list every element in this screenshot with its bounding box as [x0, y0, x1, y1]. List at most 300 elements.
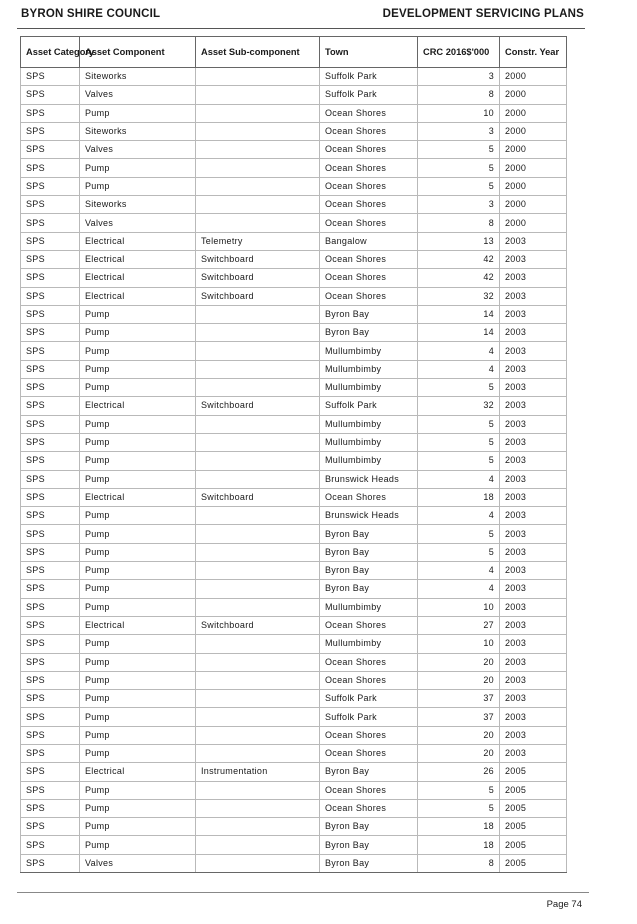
cell-crc: 10 [418, 104, 500, 122]
cell-town: Ocean Shores [320, 488, 418, 506]
table-row [21, 562, 567, 580]
cell-asset-sub-component [196, 342, 320, 360]
table-row [21, 653, 567, 671]
cell-asset-sub-component [196, 141, 320, 159]
cell-constr-year: 2003 [500, 232, 567, 250]
col-header-asset-category: Asset Category [21, 37, 80, 68]
cell-asset-category: SPS [21, 287, 80, 305]
cell-constr-year: 2000 [500, 86, 567, 104]
cell-asset-category: SPS [21, 324, 80, 342]
cell-asset-component: Pump [80, 324, 196, 342]
cell-asset-category: SPS [21, 269, 80, 287]
cell-town: Ocean Shores [320, 122, 418, 140]
table-row [21, 671, 567, 689]
col-header-crc: CRC 2016$'000 [418, 37, 500, 68]
table-row [21, 269, 567, 287]
cell-town: Mullumbimby [320, 452, 418, 470]
cell-town: Ocean Shores [320, 269, 418, 287]
table-row [21, 525, 567, 543]
cell-asset-category: SPS [21, 744, 80, 762]
cell-crc: 5 [418, 433, 500, 451]
cell-asset-category: SPS [21, 562, 80, 580]
cell-crc: 5 [418, 159, 500, 177]
cell-town: Byron Bay [320, 763, 418, 781]
cell-crc: 5 [418, 415, 500, 433]
cell-constr-year: 2003 [500, 470, 567, 488]
cell-asset-sub-component [196, 726, 320, 744]
cell-asset-category: SPS [21, 214, 80, 232]
cell-town: Ocean Shores [320, 671, 418, 689]
cell-crc: 5 [418, 141, 500, 159]
cell-crc: 18 [418, 836, 500, 854]
table-body [21, 68, 567, 873]
cell-crc: 4 [418, 562, 500, 580]
cell-asset-sub-component [196, 671, 320, 689]
cell-town: Mullumbimby [320, 635, 418, 653]
cell-crc: 4 [418, 342, 500, 360]
table-row [21, 799, 567, 817]
table-row [21, 379, 567, 397]
cell-asset-category: SPS [21, 763, 80, 781]
cell-town: Ocean Shores [320, 214, 418, 232]
table-row [21, 232, 567, 250]
col-header-asset-sub-component: Asset Sub-component [196, 37, 320, 68]
cell-crc: 37 [418, 708, 500, 726]
cell-town: Byron Bay [320, 305, 418, 323]
cell-asset-component: Pump [80, 744, 196, 762]
cell-asset-sub-component [196, 653, 320, 671]
cell-crc: 3 [418, 196, 500, 214]
cell-asset-sub-component [196, 781, 320, 799]
cell-constr-year: 2003 [500, 379, 567, 397]
cell-asset-category: SPS [21, 415, 80, 433]
cell-constr-year: 2000 [500, 68, 567, 86]
cell-asset-sub-component: Switchboard [196, 488, 320, 506]
cell-asset-component: Pump [80, 726, 196, 744]
cell-asset-sub-component: Switchboard [196, 397, 320, 415]
cell-constr-year: 2003 [500, 744, 567, 762]
cell-crc: 10 [418, 598, 500, 616]
cell-asset-component: Pump [80, 104, 196, 122]
col-header-town: Town [320, 37, 418, 68]
cell-crc: 20 [418, 653, 500, 671]
cell-asset-component: Pump [80, 159, 196, 177]
cell-asset-component: Pump [80, 305, 196, 323]
cell-constr-year: 2003 [500, 452, 567, 470]
cell-crc: 20 [418, 671, 500, 689]
table-row [21, 86, 567, 104]
cell-crc: 5 [418, 177, 500, 195]
cell-asset-category: SPS [21, 379, 80, 397]
cell-asset-category: SPS [21, 488, 80, 506]
cell-crc: 8 [418, 86, 500, 104]
cell-constr-year: 2003 [500, 269, 567, 287]
table-row [21, 196, 567, 214]
footer-divider [17, 892, 589, 893]
cell-asset-component: Pump [80, 598, 196, 616]
cell-asset-sub-component [196, 562, 320, 580]
cell-asset-component: Pump [80, 671, 196, 689]
cell-asset-category: SPS [21, 452, 80, 470]
cell-asset-sub-component [196, 433, 320, 451]
cell-asset-component: Valves [80, 214, 196, 232]
cell-asset-component: Pump [80, 433, 196, 451]
cell-asset-component: Pump [80, 836, 196, 854]
cell-asset-component: Pump [80, 781, 196, 799]
cell-asset-category: SPS [21, 781, 80, 799]
cell-crc: 14 [418, 324, 500, 342]
cell-asset-component: Pump [80, 708, 196, 726]
table-row [21, 360, 567, 378]
cell-asset-sub-component [196, 799, 320, 817]
table-header [21, 37, 567, 68]
cell-asset-category: SPS [21, 799, 80, 817]
cell-crc: 14 [418, 305, 500, 323]
cell-asset-component: Pump [80, 379, 196, 397]
cell-constr-year: 2003 [500, 525, 567, 543]
cell-constr-year: 2005 [500, 854, 567, 872]
cell-constr-year: 2005 [500, 818, 567, 836]
cell-crc: 26 [418, 763, 500, 781]
cell-constr-year: 2000 [500, 141, 567, 159]
cell-constr-year: 2003 [500, 671, 567, 689]
cell-asset-component: Electrical [80, 763, 196, 781]
cell-asset-component: Valves [80, 86, 196, 104]
table-row [21, 433, 567, 451]
cell-constr-year: 2003 [500, 433, 567, 451]
table-row [21, 854, 567, 872]
cell-asset-sub-component [196, 598, 320, 616]
table-row [21, 635, 567, 653]
cell-constr-year: 2005 [500, 799, 567, 817]
cell-crc: 5 [418, 781, 500, 799]
cell-crc: 42 [418, 250, 500, 268]
cell-asset-category: SPS [21, 671, 80, 689]
table-row [21, 324, 567, 342]
table-row [21, 122, 567, 140]
cell-crc: 3 [418, 122, 500, 140]
cell-asset-component: Pump [80, 452, 196, 470]
page-number: Page 74 [546, 899, 582, 910]
table-row [21, 214, 567, 232]
cell-town: Ocean Shores [320, 781, 418, 799]
asset-table [20, 36, 567, 873]
cell-town: Ocean Shores [320, 177, 418, 195]
cell-asset-sub-component: Instrumentation [196, 763, 320, 781]
cell-asset-component: Pump [80, 635, 196, 653]
cell-constr-year: 2000 [500, 122, 567, 140]
cell-town: Byron Bay [320, 854, 418, 872]
table-row [21, 580, 567, 598]
table-row [21, 305, 567, 323]
cell-asset-category: SPS [21, 250, 80, 268]
cell-asset-component: Electrical [80, 287, 196, 305]
cell-town: Suffolk Park [320, 708, 418, 726]
cell-crc: 4 [418, 507, 500, 525]
cell-constr-year: 2000 [500, 214, 567, 232]
cell-asset-sub-component [196, 122, 320, 140]
cell-crc: 37 [418, 690, 500, 708]
cell-asset-category: SPS [21, 433, 80, 451]
cell-constr-year: 2000 [500, 104, 567, 122]
cell-constr-year: 2003 [500, 415, 567, 433]
cell-crc: 5 [418, 543, 500, 561]
cell-asset-category: SPS [21, 635, 80, 653]
cell-town: Mullumbimby [320, 379, 418, 397]
cell-asset-component: Pump [80, 580, 196, 598]
table-row [21, 818, 567, 836]
cell-asset-category: SPS [21, 104, 80, 122]
cell-constr-year: 2003 [500, 616, 567, 634]
table-row [21, 726, 567, 744]
cell-town: Brunswick Heads [320, 470, 418, 488]
cell-asset-category: SPS [21, 141, 80, 159]
cell-asset-category: SPS [21, 726, 80, 744]
table-row [21, 342, 567, 360]
cell-asset-sub-component [196, 708, 320, 726]
cell-constr-year: 2003 [500, 708, 567, 726]
cell-asset-component: Electrical [80, 250, 196, 268]
cell-asset-category: SPS [21, 616, 80, 634]
cell-town: Mullumbimby [320, 433, 418, 451]
cell-crc: 20 [418, 726, 500, 744]
cell-asset-sub-component [196, 214, 320, 232]
cell-asset-category: SPS [21, 653, 80, 671]
cell-town: Byron Bay [320, 525, 418, 543]
cell-town: Ocean Shores [320, 653, 418, 671]
cell-town: Ocean Shores [320, 159, 418, 177]
cell-asset-sub-component [196, 635, 320, 653]
cell-crc: 10 [418, 635, 500, 653]
cell-crc: 4 [418, 470, 500, 488]
cell-asset-category: SPS [21, 122, 80, 140]
cell-asset-category: SPS [21, 177, 80, 195]
cell-town: Byron Bay [320, 543, 418, 561]
cell-asset-sub-component [196, 86, 320, 104]
cell-asset-component: Pump [80, 562, 196, 580]
cell-asset-component: Siteworks [80, 196, 196, 214]
cell-asset-component: Pump [80, 177, 196, 195]
cell-constr-year: 2003 [500, 250, 567, 268]
cell-asset-sub-component: Telemetry [196, 232, 320, 250]
cell-asset-sub-component [196, 379, 320, 397]
cell-town: Ocean Shores [320, 141, 418, 159]
cell-constr-year: 2003 [500, 726, 567, 744]
cell-asset-component: Pump [80, 507, 196, 525]
cell-asset-component: Electrical [80, 488, 196, 506]
cell-constr-year: 2003 [500, 580, 567, 598]
asset-table-container [20, 36, 566, 873]
cell-crc: 18 [418, 818, 500, 836]
cell-asset-component: Pump [80, 543, 196, 561]
col-header-asset-component: Asset Component [80, 37, 196, 68]
table-row [21, 68, 567, 86]
cell-asset-sub-component: Switchboard [196, 269, 320, 287]
cell-crc: 5 [418, 452, 500, 470]
cell-asset-category: SPS [21, 836, 80, 854]
cell-town: Brunswick Heads [320, 507, 418, 525]
col-header-constr-year: Constr. Year [500, 37, 567, 68]
cell-town: Suffolk Park [320, 86, 418, 104]
cell-town: Mullumbimby [320, 360, 418, 378]
cell-town: Byron Bay [320, 818, 418, 836]
cell-asset-component: Pump [80, 470, 196, 488]
cell-constr-year: 2003 [500, 653, 567, 671]
table-row [21, 250, 567, 268]
cell-asset-category: SPS [21, 818, 80, 836]
cell-asset-sub-component [196, 690, 320, 708]
cell-constr-year: 2003 [500, 562, 567, 580]
table-row [21, 104, 567, 122]
cell-asset-category: SPS [21, 598, 80, 616]
cell-asset-category: SPS [21, 854, 80, 872]
cell-asset-category: SPS [21, 196, 80, 214]
cell-asset-sub-component [196, 104, 320, 122]
cell-crc: 5 [418, 799, 500, 817]
table-row [21, 177, 567, 195]
cell-asset-sub-component: Switchboard [196, 616, 320, 634]
cell-crc: 18 [418, 488, 500, 506]
table-row [21, 616, 567, 634]
cell-asset-category: SPS [21, 305, 80, 323]
cell-asset-category: SPS [21, 507, 80, 525]
table-row [21, 397, 567, 415]
cell-asset-sub-component [196, 68, 320, 86]
table-row [21, 141, 567, 159]
cell-constr-year: 2003 [500, 324, 567, 342]
table-row [21, 690, 567, 708]
cell-crc: 42 [418, 269, 500, 287]
cell-town: Suffolk Park [320, 690, 418, 708]
cell-town: Byron Bay [320, 580, 418, 598]
cell-town: Ocean Shores [320, 744, 418, 762]
cell-asset-category: SPS [21, 708, 80, 726]
cell-asset-sub-component [196, 159, 320, 177]
cell-asset-sub-component [196, 836, 320, 854]
cell-asset-sub-component [196, 580, 320, 598]
cell-crc: 32 [418, 397, 500, 415]
cell-crc: 5 [418, 379, 500, 397]
cell-asset-category: SPS [21, 525, 80, 543]
cell-crc: 27 [418, 616, 500, 634]
cell-crc: 20 [418, 744, 500, 762]
cell-town: Bangalow [320, 232, 418, 250]
cell-constr-year: 2003 [500, 543, 567, 561]
cell-asset-component: Pump [80, 415, 196, 433]
table-row [21, 598, 567, 616]
cell-town: Ocean Shores [320, 287, 418, 305]
cell-town: Ocean Shores [320, 616, 418, 634]
cell-constr-year: 2003 [500, 488, 567, 506]
cell-constr-year: 2000 [500, 177, 567, 195]
cell-asset-component: Siteworks [80, 68, 196, 86]
cell-asset-component: Pump [80, 690, 196, 708]
cell-constr-year: 2003 [500, 598, 567, 616]
cell-asset-category: SPS [21, 470, 80, 488]
cell-town: Ocean Shores [320, 104, 418, 122]
cell-asset-sub-component [196, 360, 320, 378]
cell-constr-year: 2005 [500, 836, 567, 854]
cell-asset-component: Electrical [80, 269, 196, 287]
cell-constr-year: 2005 [500, 763, 567, 781]
cell-constr-year: 2003 [500, 287, 567, 305]
header-row [21, 37, 567, 68]
cell-town: Suffolk Park [320, 68, 418, 86]
cell-asset-sub-component: Switchboard [196, 250, 320, 268]
cell-asset-component: Pump [80, 653, 196, 671]
table-row [21, 507, 567, 525]
cell-asset-sub-component [196, 415, 320, 433]
cell-asset-component: Electrical [80, 397, 196, 415]
cell-asset-component: Electrical [80, 616, 196, 634]
cell-asset-component: Pump [80, 818, 196, 836]
cell-asset-sub-component [196, 543, 320, 561]
cell-asset-sub-component [196, 177, 320, 195]
cell-town: Mullumbimby [320, 415, 418, 433]
council-name: BYRON SHIRE COUNCIL [21, 8, 161, 20]
cell-asset-sub-component [196, 818, 320, 836]
cell-town: Byron Bay [320, 324, 418, 342]
cell-town: Byron Bay [320, 836, 418, 854]
cell-asset-sub-component [196, 525, 320, 543]
table-row [21, 543, 567, 561]
table-row [21, 708, 567, 726]
cell-asset-component: Valves [80, 854, 196, 872]
cell-crc: 8 [418, 214, 500, 232]
cell-asset-category: SPS [21, 342, 80, 360]
cell-constr-year: 2003 [500, 507, 567, 525]
cell-constr-year: 2003 [500, 360, 567, 378]
cell-crc: 4 [418, 360, 500, 378]
cell-asset-category: SPS [21, 159, 80, 177]
cell-asset-component: Siteworks [80, 122, 196, 140]
cell-constr-year: 2000 [500, 159, 567, 177]
table-row [21, 744, 567, 762]
cell-asset-component: Electrical [80, 232, 196, 250]
table-row [21, 159, 567, 177]
cell-town: Ocean Shores [320, 799, 418, 817]
cell-crc: 5 [418, 525, 500, 543]
table-row [21, 763, 567, 781]
cell-town: Ocean Shores [320, 726, 418, 744]
cell-asset-component: Pump [80, 342, 196, 360]
cell-town: Ocean Shores [320, 250, 418, 268]
cell-town: Mullumbimby [320, 342, 418, 360]
cell-asset-category: SPS [21, 690, 80, 708]
cell-asset-sub-component [196, 470, 320, 488]
cell-asset-sub-component [196, 196, 320, 214]
cell-constr-year: 2005 [500, 781, 567, 799]
cell-crc: 13 [418, 232, 500, 250]
cell-asset-component: Pump [80, 525, 196, 543]
cell-constr-year: 2000 [500, 196, 567, 214]
cell-asset-component: Pump [80, 360, 196, 378]
cell-asset-sub-component [196, 324, 320, 342]
cell-asset-category: SPS [21, 543, 80, 561]
document-title: DEVELOPMENT SERVICING PLANS [382, 8, 584, 20]
cell-town: Ocean Shores [320, 196, 418, 214]
cell-constr-year: 2003 [500, 305, 567, 323]
cell-town: Mullumbimby [320, 598, 418, 616]
cell-constr-year: 2003 [500, 397, 567, 415]
cell-constr-year: 2003 [500, 690, 567, 708]
table-row [21, 452, 567, 470]
cell-asset-component: Pump [80, 799, 196, 817]
cell-asset-sub-component [196, 854, 320, 872]
table-row [21, 836, 567, 854]
table-row [21, 781, 567, 799]
table-row [21, 415, 567, 433]
